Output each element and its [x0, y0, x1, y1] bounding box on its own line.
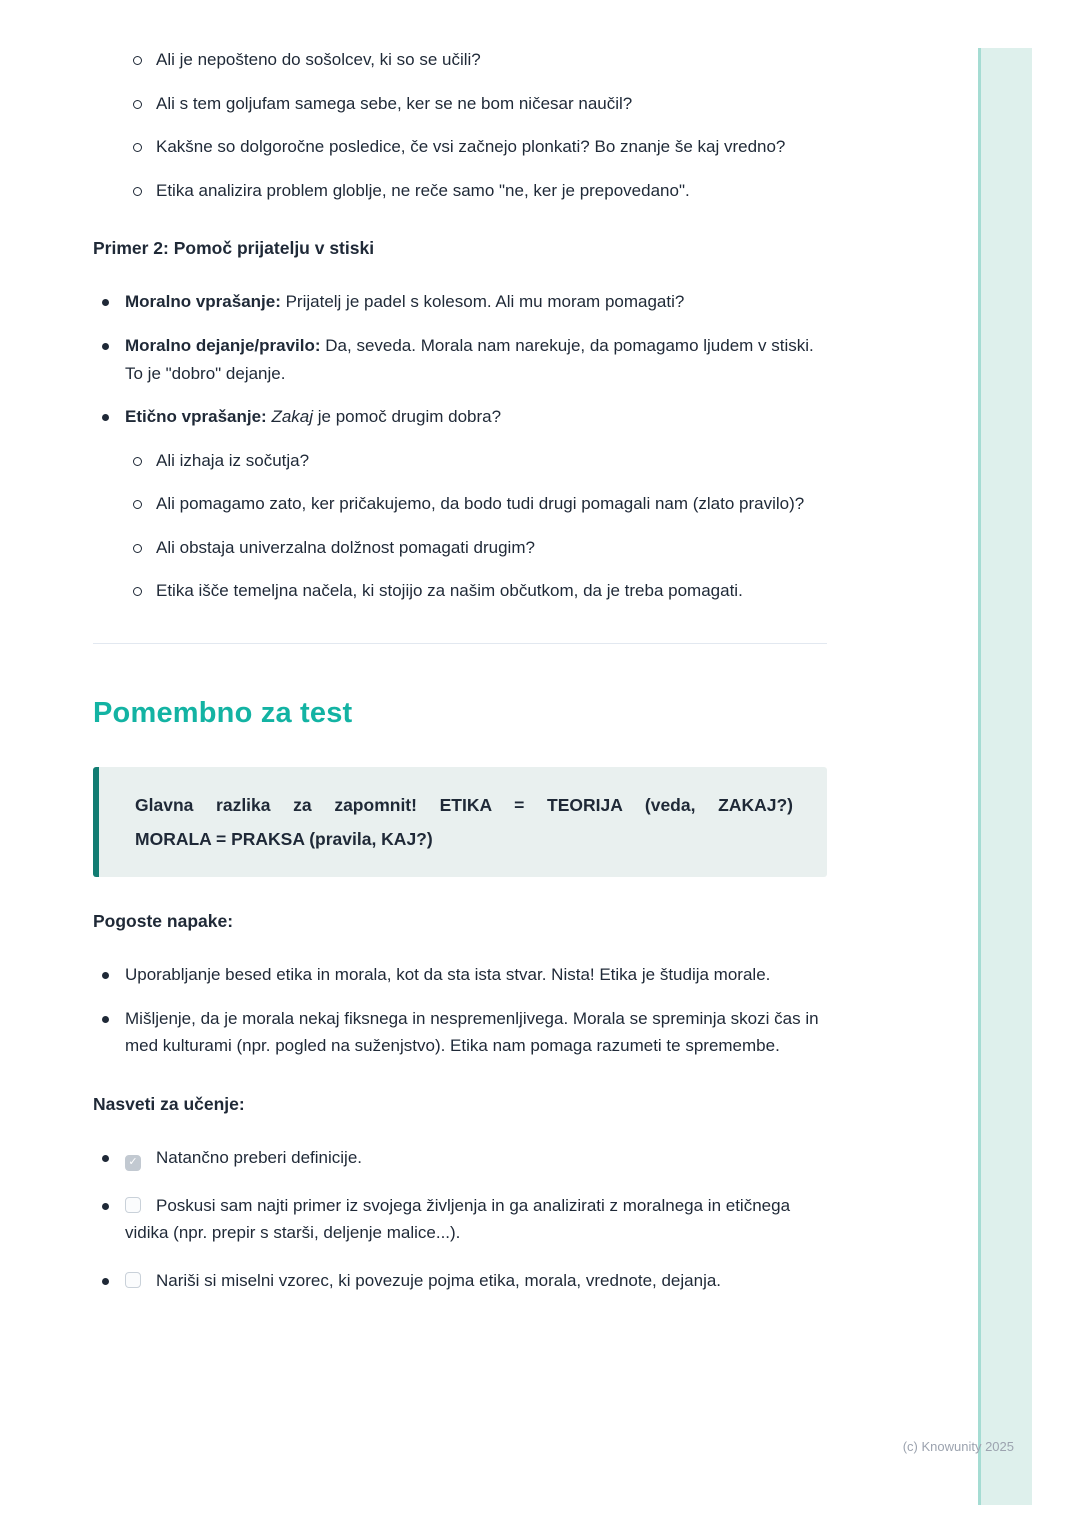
mistakes-bullet-list [93, 961, 827, 1060]
list-item [93, 961, 827, 989]
list-item-text: Prijatelj je padel s kolesom. Ali mu moram pomagati? [280, 292, 685, 312]
heading-primer2: Primer 2: Pomoč prijatelju v stiski [93, 238, 375, 259]
list-item-lead: Etično vprašanje: [125, 407, 267, 427]
list-item-text: Etika analizira problem globlje, ne reče samo "ne, ker je prepovedano". [156, 180, 690, 200]
list-item-text: Ali je nepošteno do sošolcev, ki so se učili? [156, 50, 481, 69]
checkbox-unchecked-icon[interactable] [125, 1272, 141, 1288]
checklist-item-text: Poskusi sam najti primer iz svojega življenja in ga analizirati z moralnega in etičnega vidika (npr. prepir s starši, deljenje malice...). [125, 1195, 791, 1243]
callout-line-1: Glavna razlika za zapomnit! ETIKA = TEORIJA (veda, ZAKAJ?) [135, 794, 793, 815]
list-item [93, 46, 827, 74]
list-item [125, 490, 827, 518]
list-item [125, 577, 827, 605]
list-item [125, 447, 827, 475]
list-item [125, 534, 827, 562]
list-item-text: Etika išče temeljna načela, ki stojijo za našim občutkom, da je treba pomagati. [156, 581, 743, 601]
list-item-text: Ali izhaja iz sočutja? [156, 450, 310, 470]
checkbox-unchecked-icon[interactable] [125, 1197, 141, 1213]
heading-study-tips: Nasveti za učenje: [93, 1093, 245, 1114]
list-item-text: Ali pomagamo zato, ker pričakujemo, da bodo tudi drugi pomagali nam (zlato pravilo)? [156, 494, 805, 514]
list-item [93, 332, 827, 387]
callout-text [135, 788, 793, 856]
list-item [93, 1005, 827, 1060]
tips-checklist [93, 1144, 827, 1294]
document-content [93, 46, 827, 1314]
list-item-text: Ali obstaja univerzalna dolžnost pomagati drugim? [156, 537, 535, 557]
checklist-item [93, 1267, 827, 1295]
list-item-italic: Zakaj [266, 407, 314, 427]
section-divider [93, 643, 827, 644]
primer2-sub-bullet-list [125, 447, 827, 605]
list-item-lead: Moralno dejanje/pravilo: [125, 336, 321, 355]
list-item [93, 90, 827, 118]
checkbox-checked-icon[interactable]: ✓ [125, 1155, 141, 1171]
callout-line-2: MORALA = PRAKSA (pravila, KAJ?) [135, 828, 433, 849]
primer2-bullet-list [93, 288, 827, 604]
list-item [93, 177, 827, 205]
list-item [93, 133, 827, 161]
checklist-item-text: Natančno preberi definicije. [156, 1148, 363, 1168]
list-item-text: Uporabljanje besed etika in morala, kot da sta ista stvar. Nista! Etika je študija morale. [125, 965, 771, 985]
list-item-text: Da, seveda. Morala nam narekuje, da pomagamo ljudem v stiski. To je "dobro" dejanje. [125, 336, 814, 383]
highlight-callout [93, 767, 827, 877]
intro-sub-bullet-list [93, 46, 827, 204]
list-item-text: je pomoč drugim dobra? [313, 407, 502, 427]
checklist-item [93, 1192, 827, 1247]
page-section-title: Pomembno za test [93, 696, 353, 729]
list-item-text: Kakšne so dolgoročne posledice, če vsi začnejo plonkati? Bo znanje še kaj vredno? [156, 137, 786, 157]
checklist-item-text: Nariši si miselni vzorec, ki povezuje pojma etika, morala, vrednote, dejanja. [156, 1270, 722, 1290]
watermark: (c) Knowunity 2025 [902, 1439, 1014, 1454]
list-item-text: Ali s tem goljufam samega sebe, ker se ne bom ničesar naučil? [156, 93, 633, 113]
page-edge-strip [978, 48, 1032, 1505]
list-item [93, 288, 827, 316]
checklist-item [93, 1144, 827, 1172]
list-item [93, 403, 827, 605]
list-item-text: Mišljenje, da je morala nekaj fiksnega in nespremenljivega. Morala se spreminja skozi čas in med kulturami (npr. pogled na suženjstvo). Etika nam pomaga razumeti te spremembe. [125, 1008, 819, 1056]
list-item-lead: Moralno vprašanje: [125, 292, 281, 312]
heading-common-mistakes: Pogoste napake: [93, 910, 234, 931]
